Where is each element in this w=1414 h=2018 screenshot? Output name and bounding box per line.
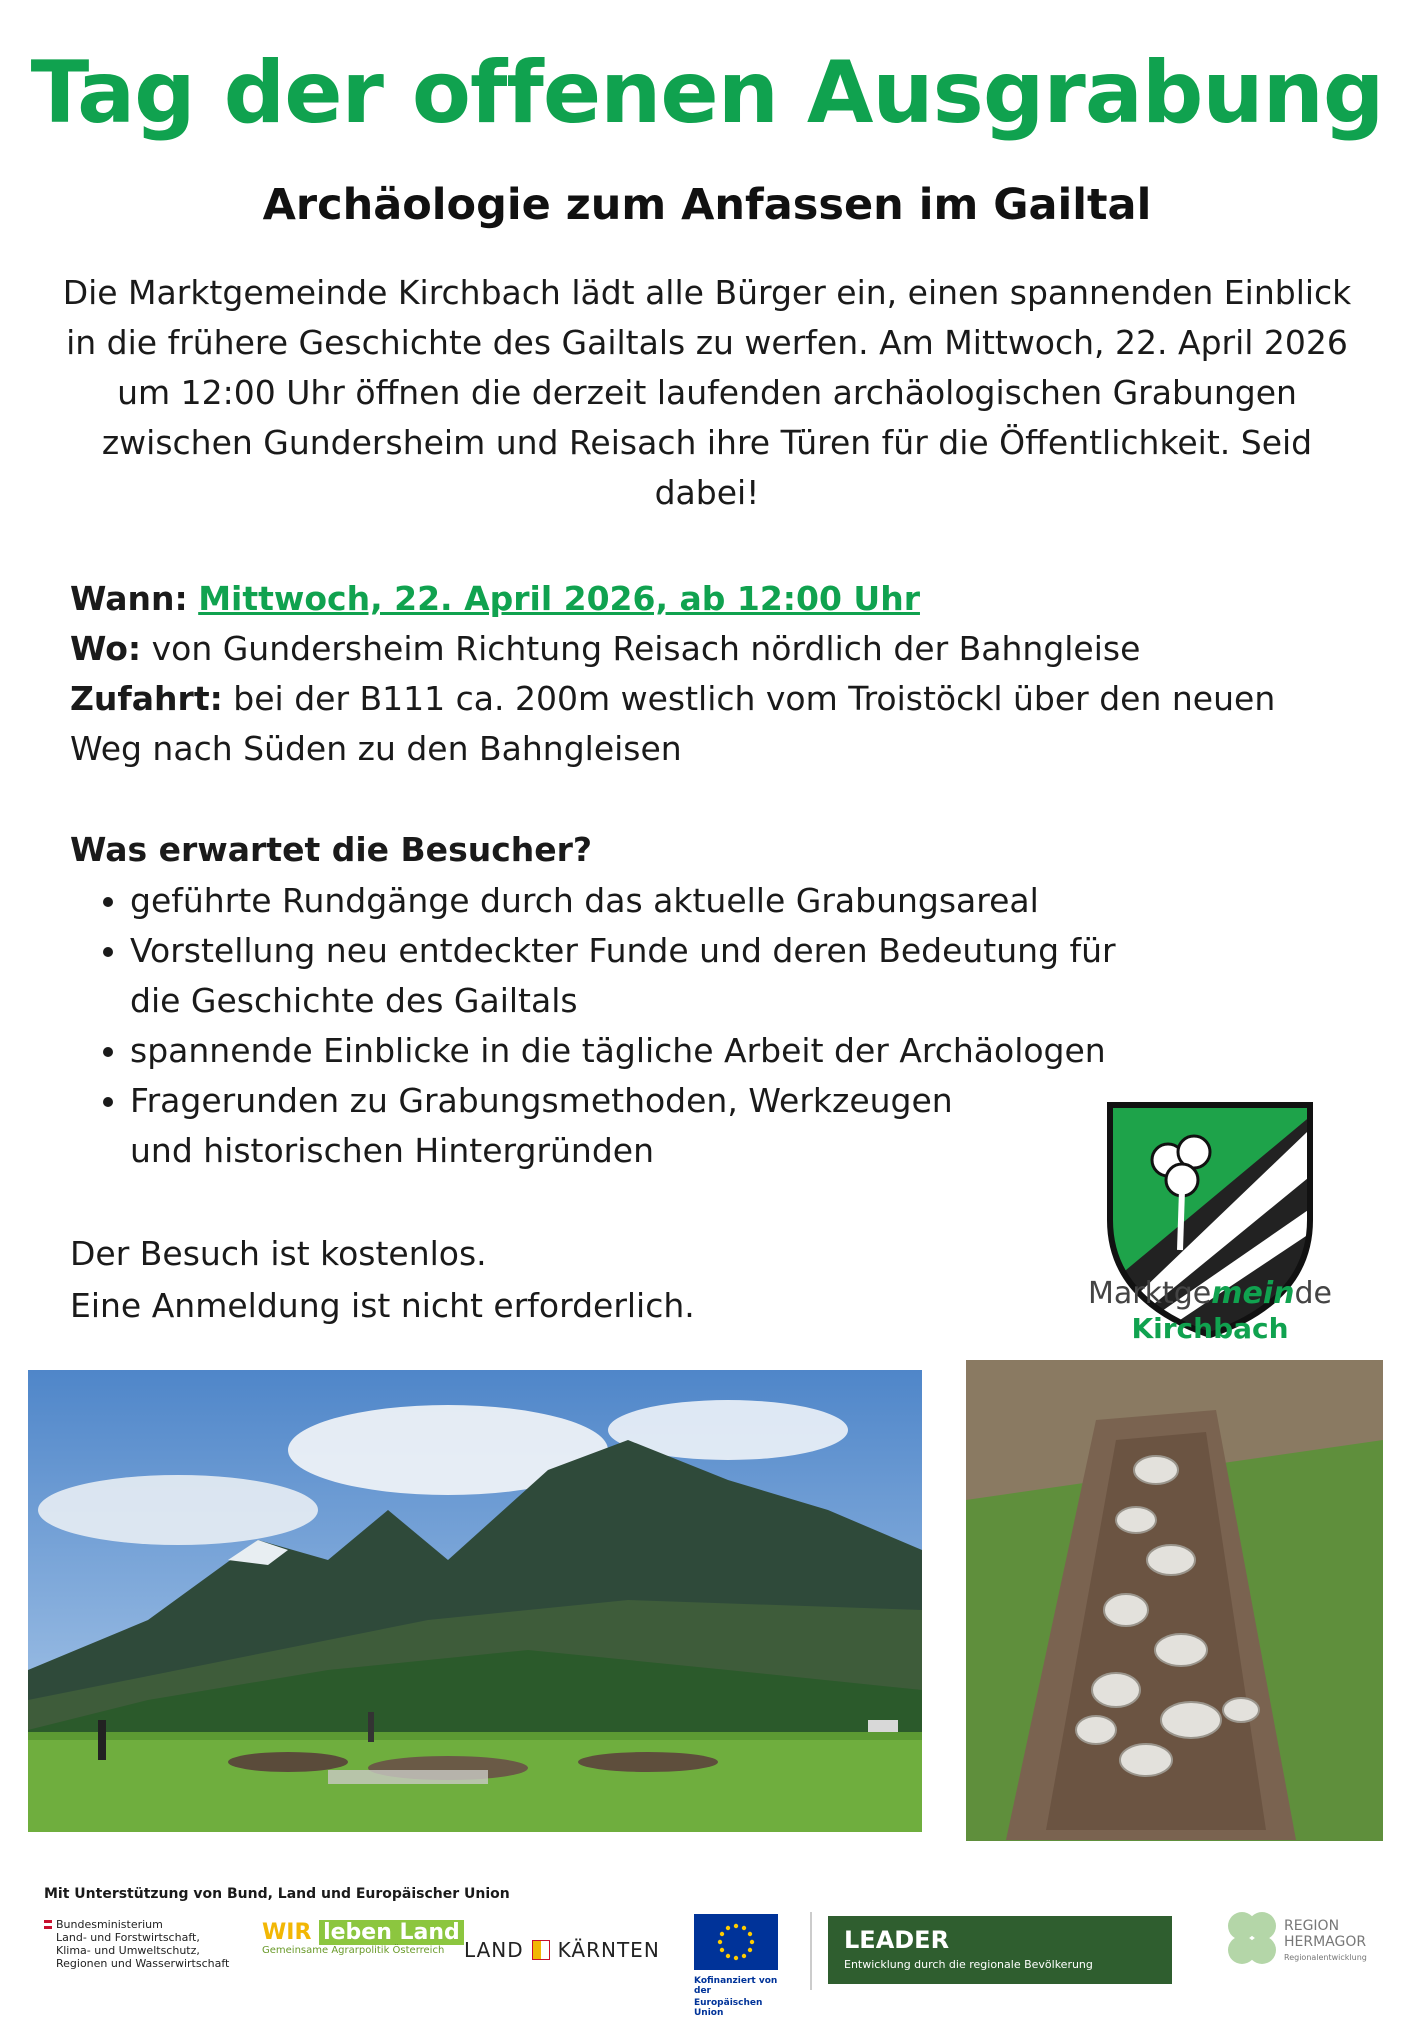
when-link[interactable]: Mittwoch, 22. April 2026, ab 12:00 Uhr [198, 579, 920, 618]
closing-line-registration: Eine Anmeldung ist nicht erforderlich. [70, 1286, 695, 1325]
excavation-landscape-photo [28, 1370, 922, 1832]
bmk-line: Bundesministerium [56, 1918, 163, 1931]
access-label: Zufahrt: [70, 679, 223, 718]
logo-text-b: de [1294, 1276, 1332, 1311]
eu-logo [694, 1914, 784, 2018]
leader-subtitle: Entwicklung durch die regionale Bevölkerung [844, 1958, 1093, 1971]
where-line [70, 624, 1370, 674]
list-item: • spannende Einblicke in die tägliche Arbeit der Archäologen [130, 1026, 1130, 1076]
clover-icon [1220, 1900, 1284, 1988]
expect-heading: Was erwartet die Besucher? [70, 830, 593, 869]
logo-wordmark [1050, 1276, 1370, 1311]
wir-subtitle: Gemeinsame Agrarpolitik Österreich [262, 1945, 445, 1956]
divider [810, 1912, 812, 1990]
bmk-line: Land- und Forstwirtschaft, [56, 1931, 200, 1944]
closing-text [70, 1228, 695, 1332]
list-item: • geführte Rundgänge durch das aktuelle Grabungsareal [130, 876, 1130, 926]
list-item: • Vorstellung neu entdeckter Funde und deren Bedeutung für die Geschichte des Gailtals [130, 926, 1130, 1026]
logo-text-a: Marktge [1088, 1276, 1212, 1311]
access-value: bei der B111 ca. 200m westlich vom Troistöckl über den neuen Weg nach Süden zu den Bahngleisen [70, 679, 1276, 768]
page-subtitle: Archäologie zum Anfassen im Gailtal [262, 180, 1152, 230]
bmk-logo [44, 1918, 229, 1970]
list-item: • Fragerunden zu Grabungsmethoden, Werkzeugen und historischen Hintergründen [130, 1076, 990, 1176]
region-hermagor-logo [1220, 1900, 1400, 1988]
when-line [70, 574, 1370, 624]
kaernten-crest-icon [532, 1940, 550, 1960]
closing-line-free: Der Besuch ist kostenlos. [70, 1234, 487, 1273]
support-text: Mit Unterstützung von Bund, Land und Europäischer Union [44, 1886, 510, 1902]
excavation-trench-photo [966, 1360, 1383, 1841]
logo-town-name: Kirchbach [1131, 1312, 1289, 1345]
bmk-line: Regionen und Wasserwirtschaft [56, 1957, 230, 1970]
region-text: REGION [1284, 1918, 1340, 1934]
eu-caption: Europäischen Union [694, 1998, 763, 2018]
sponsor-logos [44, 1912, 1384, 2018]
eu-flag-icon [694, 1914, 778, 1970]
bmk-line: Klima- und Umweltschutz, [56, 1944, 200, 1957]
expect-list [70, 876, 1130, 1176]
when-label: Wann: [70, 579, 188, 618]
leben-land-text: leben Land [319, 1920, 464, 1945]
leader-title: LEADER [844, 1926, 950, 1954]
region-name: HERMAGOR [1284, 1934, 1367, 1950]
page-title: Tag der offenen Ausgrabung [30, 43, 1384, 143]
eu-caption: Kofinanziert von der [694, 1976, 778, 1996]
wir-leben-land-logo [262, 1920, 464, 1956]
land-kaernten-logo [464, 1938, 660, 1962]
region-subtitle: Regionalentwicklung [1284, 1953, 1367, 1962]
leader-logo [828, 1916, 1172, 1984]
austria-flag-icon [44, 1920, 52, 1929]
wir-text: WIR [262, 1920, 312, 1945]
event-details [70, 574, 1370, 774]
intro-paragraph: Die Marktgemeinde Kirchbach lädt alle Bürger ein, einen spannenden Einblick in die frühere Geschichte des Gailtals zu werfen. Am Mittwoch, 22. April 2026 um 12:00 Uhr öffnen die derzeit laufenden archäologischen Grabungen zwischen Gundersheim und Reisach ihre Türen für die Öffentlichkeit. Seid dabei! [62, 273, 1352, 512]
kaernten-text: KÄRNTEN [557, 1938, 660, 1962]
where-label: Wo: [70, 629, 142, 668]
where-value: von Gundersheim Richtung Reisach nördlich der Bahngleise [151, 629, 1141, 668]
land-text: LAND [464, 1938, 524, 1962]
logo-text-mein: mein [1211, 1276, 1295, 1311]
access-line [70, 674, 1330, 774]
